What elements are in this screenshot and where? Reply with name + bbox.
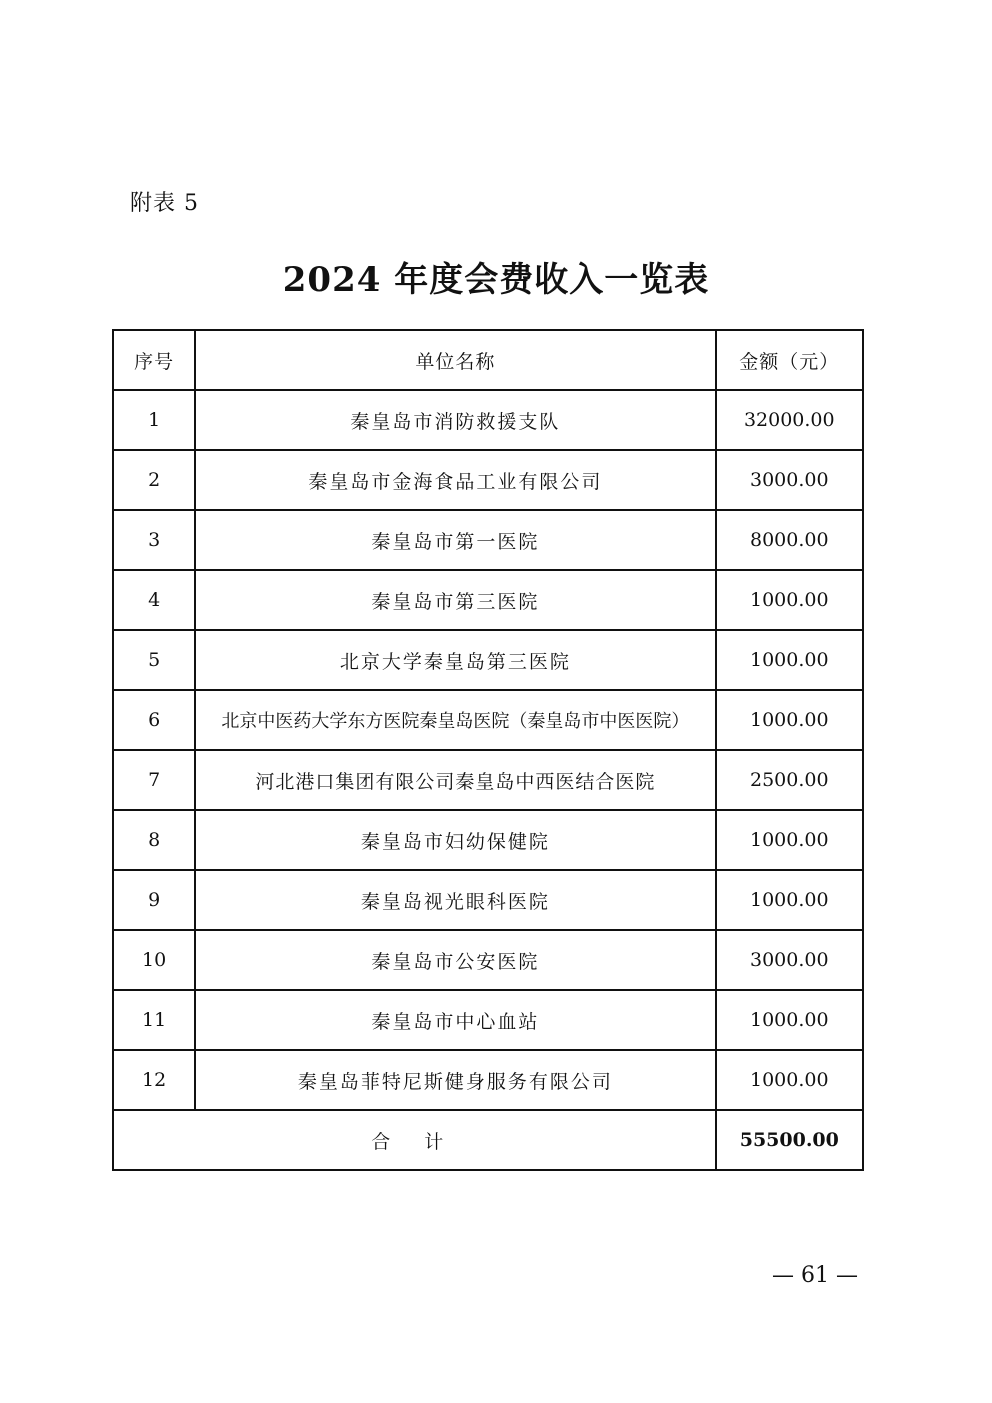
row-amount: 32000.00: [716, 390, 863, 450]
row-no: 1: [113, 390, 195, 450]
table-row: [113, 390, 863, 450]
table-row: [113, 690, 863, 750]
row-unit-name: 秦皇岛市中心血站: [195, 990, 715, 1050]
row-no: 7: [113, 750, 195, 810]
row-amount: 1000.00: [716, 690, 863, 750]
table-row: [113, 1050, 863, 1110]
header-no: 序号: [113, 330, 195, 390]
row-unit-name: 秦皇岛市消防救援支队: [195, 390, 715, 450]
table-row: [113, 870, 863, 930]
table-row: [113, 450, 863, 510]
row-no: 9: [113, 870, 195, 930]
row-unit-name: 秦皇岛市公安医院: [195, 930, 715, 990]
row-amount: 1000.00: [716, 570, 863, 630]
row-no: 12: [113, 1050, 195, 1110]
row-unit-name: 河北港口集团有限公司秦皇岛中西医结合医院: [195, 750, 715, 810]
row-no: 4: [113, 570, 195, 630]
table-row: [113, 810, 863, 870]
row-unit-name: 秦皇岛市第一医院: [195, 510, 715, 570]
table-row: [113, 630, 863, 690]
row-amount: 8000.00: [716, 510, 863, 570]
row-amount: 3000.00: [716, 450, 863, 510]
row-no: 5: [113, 630, 195, 690]
row-amount: 1000.00: [716, 990, 863, 1050]
row-no: 6: [113, 690, 195, 750]
total-amount: 55500.00: [716, 1110, 863, 1170]
row-amount: 1000.00: [716, 1050, 863, 1110]
row-unit-name: 秦皇岛市第三医院: [195, 570, 715, 630]
table-header-row: [113, 330, 863, 390]
table-total-row: [113, 1110, 863, 1170]
row-amount: 3000.00: [716, 930, 863, 990]
table-row: [113, 990, 863, 1050]
attachment-label: 附表 5: [130, 191, 199, 216]
table-row: [113, 930, 863, 990]
row-unit-name: 秦皇岛视光眼科医院: [195, 870, 715, 930]
row-unit-name: 北京中医药大学东方医院秦皇岛医院（秦皇岛市中医医院）: [195, 690, 715, 750]
total-label: 合 计: [113, 1110, 716, 1170]
row-unit-name: 秦皇岛菲特尼斯健身服务有限公司: [195, 1050, 715, 1110]
row-unit-name: 秦皇岛市妇幼保健院: [195, 810, 715, 870]
header-amount: 金额（元）: [716, 330, 863, 390]
row-no: 3: [113, 510, 195, 570]
row-amount: 2500.00: [716, 750, 863, 810]
row-no: 10: [113, 930, 195, 990]
table-row: [113, 750, 863, 810]
membership-fee-table: [112, 329, 864, 1171]
page-number: — 61 —: [772, 1263, 858, 1288]
page-title: 2024 年度会费收入一览表: [282, 260, 710, 300]
row-unit-name: 北京大学秦皇岛第三医院: [195, 630, 715, 690]
table-row: [113, 570, 863, 630]
row-unit-name: 秦皇岛市金海食品工业有限公司: [195, 450, 715, 510]
row-amount: 1000.00: [716, 630, 863, 690]
row-no: 11: [113, 990, 195, 1050]
table-row: [113, 510, 863, 570]
header-unit-name: 单位名称: [195, 330, 715, 390]
row-amount: 1000.00: [716, 870, 863, 930]
row-no: 8: [113, 810, 195, 870]
row-no: 2: [113, 450, 195, 510]
row-amount: 1000.00: [716, 810, 863, 870]
